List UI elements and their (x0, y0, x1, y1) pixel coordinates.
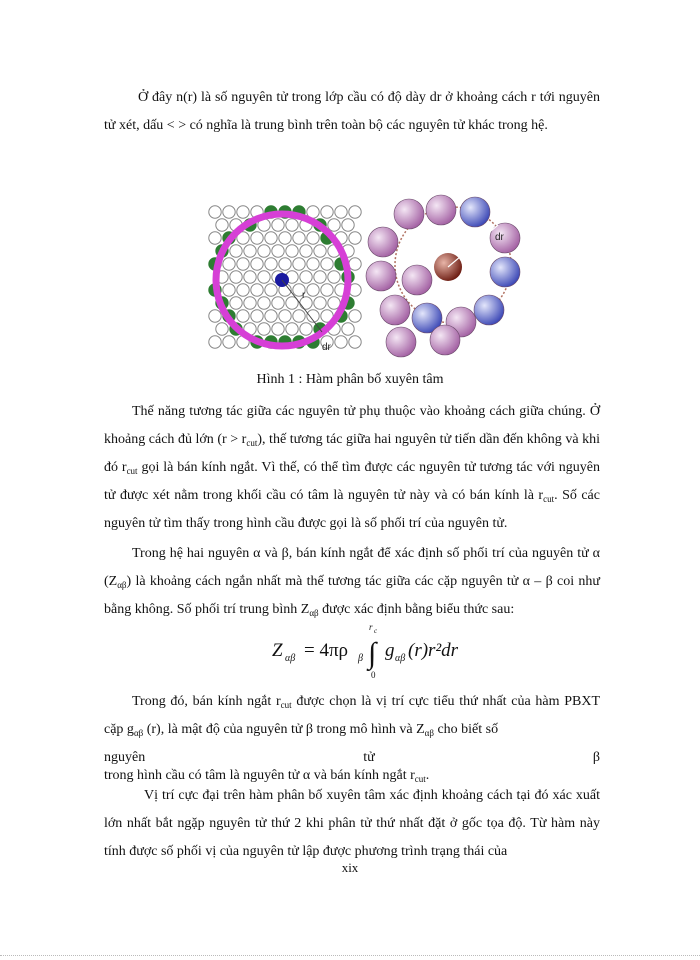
neighbor-atom (380, 295, 410, 325)
left-dr-label: dr (322, 342, 331, 353)
lattice-atom (349, 206, 361, 218)
lattice-atom (342, 323, 354, 335)
lattice-atom (293, 258, 305, 270)
lattice-atom (237, 206, 249, 218)
lattice-atom (342, 219, 354, 231)
svg-text:g: g (385, 640, 395, 661)
lattice-atom (258, 271, 270, 283)
svg-text:c: c (374, 627, 378, 635)
neighbor-atom (426, 195, 456, 225)
paragraph-1: Ở đây n(r) là số nguyên tử trong lớp cầu có độ dày dr ở khoảng cách r tới nguyên tử xét, dấu < > có nghĩa là trung bình trên toàn bộ các nguyên tử khác trong hệ. (104, 90, 600, 133)
lattice-atom (244, 271, 256, 283)
svg-text:r: r (369, 622, 373, 632)
lattice-atom (300, 323, 312, 335)
neighbor-atom (460, 197, 490, 227)
lattice-atom (314, 245, 326, 257)
lattice-atom (300, 271, 312, 283)
lattice-atom (349, 258, 361, 270)
lattice-atom (349, 310, 361, 322)
lattice-atom (279, 310, 291, 322)
right-r-label: r (459, 240, 463, 251)
lattice-atom (321, 206, 333, 218)
lattice-atom (223, 336, 235, 348)
lattice-atom (314, 271, 326, 283)
lattice-atom (258, 245, 270, 257)
lattice-atom (230, 245, 242, 257)
lattice-atom (209, 206, 221, 218)
lattice-atom (237, 310, 249, 322)
lattice-atom (223, 206, 235, 218)
neighbor-atom (394, 199, 424, 229)
footer-dotted-line (0, 955, 700, 956)
figure-caption: Hình 1 : Hàm phân bố xuyên tâm (256, 372, 444, 387)
paragraph-5: Vị trí cực đại trên hàm phân bố xuyên tâm xác định khoảng cách tại đó xác xuất lớn nhất bắt ngặp nguyên tử thứ 2 khi phân tử thứ nhất đặt ở gốc tọa độ. Từ hàm này tính được số phối vị của nguyên tử lập được phương trình trạng thái của (104, 788, 600, 859)
lattice-atom (286, 219, 298, 231)
lattice-atom (349, 232, 361, 244)
left-r-label: r (302, 290, 306, 301)
paragraph-3: Trong hệ hai nguyên α và β, bán kính ngắt để xác định số phối trí của nguyên tử α $(Z_{\alpha\beta})$ là khoảng cách ngắn nhất mà thế tương tác giữa các cặp nguyên tử α – β coi như bằng không. Số phối trí trung bình $Z_{\alpha\beta}$ được xác định bằng biểu thức sau: (104, 546, 600, 618)
right-panel-diagram (366, 195, 520, 357)
coordination-number-formula (270, 620, 470, 680)
lattice-atom (258, 323, 270, 335)
lattice-atom (272, 245, 284, 257)
lattice-atom (265, 310, 277, 322)
lattice-atom (321, 258, 333, 270)
lattice-atom (209, 232, 221, 244)
neighbor-atom (490, 257, 520, 287)
lattice-atom (272, 323, 284, 335)
lattice-atom (349, 336, 361, 348)
lattice-atom (216, 323, 228, 335)
lattice-atom (286, 245, 298, 257)
svg-text:0: 0 (371, 670, 376, 680)
lattice-atom (230, 271, 242, 283)
neighbor-atom (430, 325, 460, 355)
page-number: xix (341, 860, 359, 875)
lattice-atom (251, 310, 263, 322)
lattice-atom (272, 219, 284, 231)
lattice-atom (237, 284, 249, 296)
lattice-atom (265, 232, 277, 244)
lattice-atom (209, 336, 221, 348)
paragraph-4-end: trong hình cầu có tâm là nguyên tử α và bán kính ngắt $r_{cut}$. (104, 768, 430, 784)
lattice-atom (272, 297, 284, 309)
left-panel-diagram (209, 206, 361, 348)
lattice-atom (251, 232, 263, 244)
lattice-atom (251, 284, 263, 296)
lattice-atom (335, 206, 347, 218)
figure-svg (205, 190, 530, 365)
neighbor-atom (386, 327, 416, 357)
svg-text:(r)r²dr: (r)r²dr (408, 640, 459, 661)
lattice-atom (237, 258, 249, 270)
right-dr-label: dr (495, 232, 504, 243)
lattice-atom (209, 310, 221, 322)
lattice-atom (216, 219, 228, 231)
svg-text:Z: Z (272, 640, 283, 661)
lattice-atom (251, 258, 263, 270)
svg-text:∫: ∫ (368, 637, 377, 670)
lattice-atom (293, 310, 305, 322)
neighbor-atom (474, 295, 504, 325)
lattice-atom (244, 245, 256, 257)
radius-arrow (448, 225, 498, 267)
paragraph-4-spread-line: nguyên tử β (104, 750, 600, 765)
lattice-atom (293, 232, 305, 244)
lattice-atom (335, 336, 347, 348)
svg-text:= 4πρ: = 4πρ (304, 640, 349, 661)
svg-text:β: β (358, 653, 363, 664)
neighbor-atom (368, 227, 398, 257)
lattice-atom (223, 258, 235, 270)
lattice-atom (244, 297, 256, 309)
lattice-atom (328, 219, 340, 231)
lattice-atom (307, 284, 319, 296)
lattice-atom (307, 258, 319, 270)
lattice-atom (230, 297, 242, 309)
lattice-atom (314, 297, 326, 309)
paragraph-2: Thế năng tương tác giữa các nguyên tử phụ thuộc vào khoảng cách giữa chúng. Ở khoảng cách đủ lớn $(r > r_{cut})$, thế tương tác giữa hai nguyên tử tiến dần đến không và khi đó $r_{cut}$ gọi là bán kính ngắt. Vì thế, có thể tìm được các nguyên tử tương tác với nguyên tử được xét nằm trong khối cầu có tâm là nguyên tử này và có bán kính là $r_{cut}$. Số các nguyên tử tìm thấy trong hình cầu được gọi là số phối trí của nguyên tử. (104, 404, 600, 531)
lattice-atom (258, 297, 270, 309)
lattice-atom (265, 284, 277, 296)
lattice-atom (307, 232, 319, 244)
paragraph-4: Trong đó, bán kính ngắt $r_{cut}$ được chọn là vị trí cực tiểu thứ nhất của hàm PBXT cặp $g_{\alpha\beta}$ (r), là mật độ của nguyên tử β trong mô hình và $Z_{\alpha\beta}$ cho biết số (104, 694, 601, 738)
svg-text:αβ: αβ (285, 653, 296, 664)
lattice-atom (265, 258, 277, 270)
neighbor-atom (402, 265, 432, 295)
svg-text:αβ: αβ (395, 653, 406, 664)
lattice-atom (279, 232, 291, 244)
lattice-atom (279, 258, 291, 270)
lattice-atom (286, 323, 298, 335)
lattice-atom (328, 271, 340, 283)
lattice-atom (300, 245, 312, 257)
radial-distribution-figure (205, 190, 530, 365)
neighbor-atom (366, 261, 396, 291)
lattice-atom (321, 284, 333, 296)
lattice-atom (223, 284, 235, 296)
